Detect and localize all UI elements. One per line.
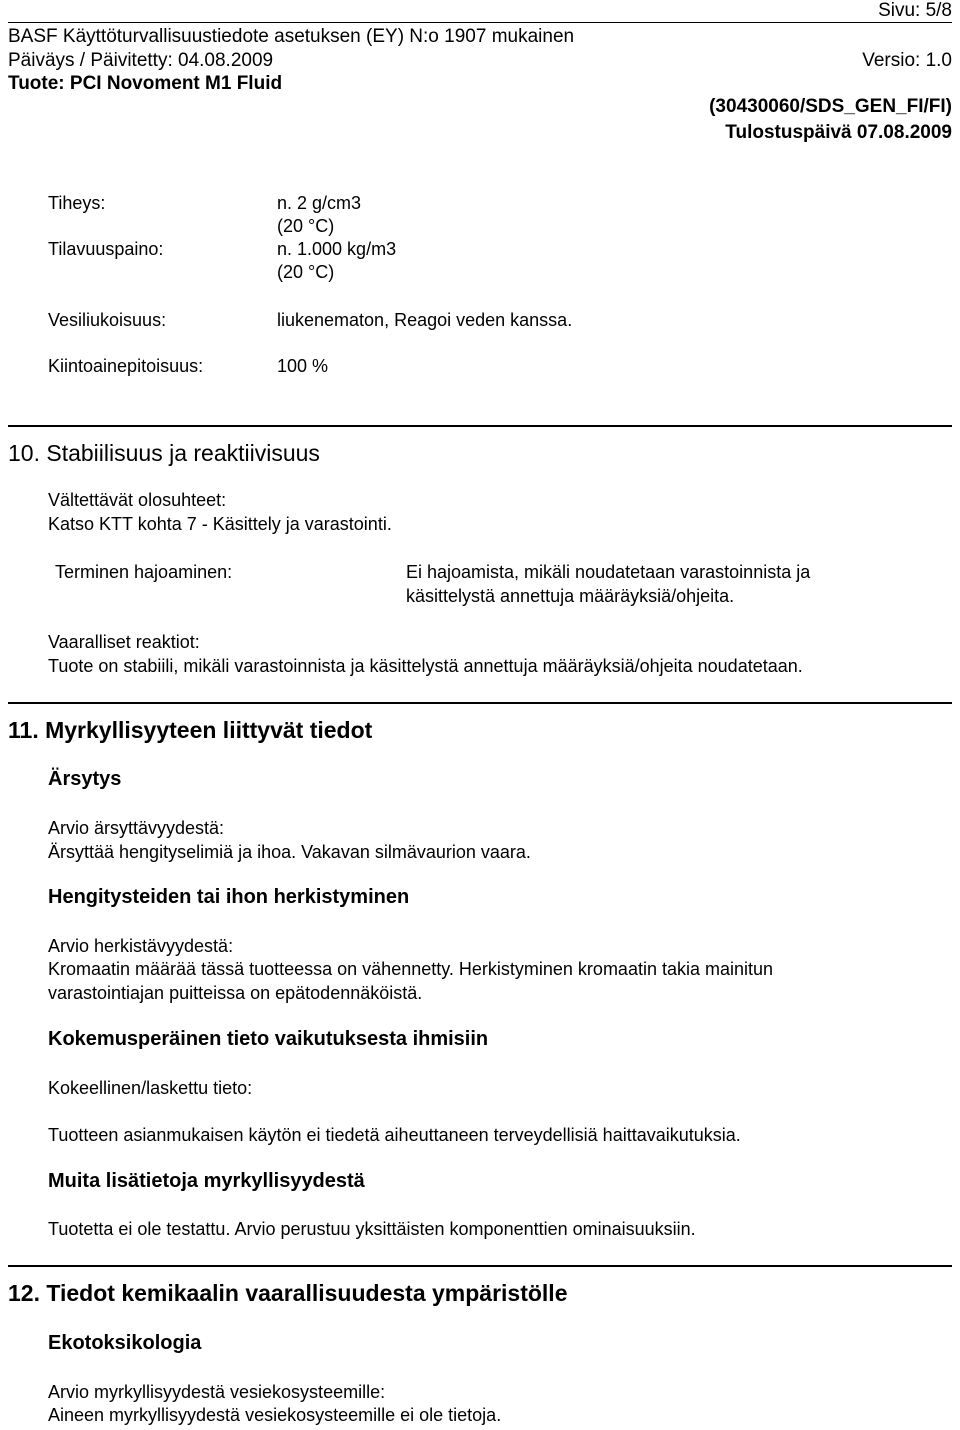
version-text: Versio: 1.0 [862,50,952,71]
sensitization-line1: Kromaatin määrää tässä tuotteessa on vähennetty. Herkistyminen kromaatin takia mainitun [48,959,774,979]
bulk-density-value: n. 1.000 kg/m3 [277,239,397,259]
bulk-density-temperature: (20 °C) [277,262,335,282]
human-experience-heading: Kokemusperäinen tieto vaikutuksesta ihmisiin [48,1028,489,1050]
regulation-text: BASF Käyttöturvallisuustiedote asetuksen (EY) N:o 1907 mukainen [8,26,575,47]
section-10-title: 10. Stabiilisuus ja reaktiivisuus [8,440,320,466]
page-number: Sivu: 5/8 [878,0,952,21]
density-temperature: (20 °C) [277,216,335,236]
other-toxicity-heading: Muita lisätietoja myrkyllisyydestä [48,1170,365,1192]
avoid-conditions-value: Katso KTT kohta 7 - Käsittely ja varastointi. [48,514,392,534]
other-toxicity-value: Tuotetta ei ole testattu. Arvio perustuu yksittäisten komponenttien ominaisuuksiin. [48,1219,696,1239]
sensitization-heading: Hengitysteiden tai ihon herkistyminen [48,886,410,908]
thermal-decomposition-line2: käsittelystä annettuja määräyksiä/ohjeita. [406,586,735,606]
document-code: (30430060/SDS_GEN_FI/FI) [709,96,952,117]
solubility-label: Vesiliukoisuus: [48,310,167,330]
solids-content-label: Kiintoainepitoisuus: [48,356,204,376]
aquatic-toxicity-label: Arvio myrkyllisyydestä vesiekosysteemille: [48,1382,386,1402]
thermal-decomposition-label: Terminen hajoaminen: [55,562,233,582]
irritation-label: Arvio ärsyttävyydestä: [48,818,225,838]
aquatic-toxicity-value: Aineen myrkyllisyydestä vesiekosysteemille ei ole tietoja. [48,1405,502,1425]
hazardous-reactions-label: Vaaralliset reaktiot: [48,632,200,652]
density-label: Tiheys: [48,193,106,213]
product-name: Tuote: PCI Novoment M1 Fluid [8,73,283,94]
revision-date: Päiväys / Päivitetty: 04.08.2009 [8,50,274,71]
print-date: Tulostuspäivä 07.08.2009 [725,122,952,143]
thermal-decomposition-line1: Ei hajoamista, mikäli noudatetaan varastoinnista ja [406,562,811,582]
section-10-rule [8,425,952,427]
hazardous-reactions-value: Tuote on stabiili, mikäli varastoinnista ja käsittelystä annettuja määräyksiä/ohjeita noudatetaan. [48,656,803,676]
header-top-rule [8,22,952,23]
section-11-rule [8,702,952,704]
irritation-heading: Ärsytys [48,768,122,790]
section-12-rule [8,1265,952,1267]
ecotoxicology-heading: Ekotoksikologia [48,1332,202,1354]
sensitization-line2: varastointiajan puitteissa on epätodennäköistä. [48,983,423,1003]
avoid-conditions-label: Vältettävät olosuhteet: [48,490,227,510]
section-12-title: 12. Tiedot kemikaalin vaarallisuudesta ympäristölle [8,1280,568,1306]
density-value: n. 2 g/cm3 [277,193,362,213]
human-experience-value: Tuotteen asianmukaisen käytön ei tiedetä aiheuttaneen terveydellisiä haittavaikutuksia. [48,1125,741,1145]
solubility-value: liukenematon, Reagoi veden kanssa. [277,310,573,330]
section-11-title: 11. Myrkyllisyyteen liittyvät tiedot [8,717,373,743]
human-experience-label: Kokeellinen/laskettu tieto: [48,1078,253,1098]
sensitization-label: Arvio herkistävyydestä: [48,936,234,956]
solids-content-value: 100 % [277,356,329,376]
irritation-value: Ärsyttää hengityselimiä ja ihoa. Vakavan silmävaurion vaara. [48,842,531,862]
bulk-density-label: Tilavuuspaino: [48,239,164,259]
